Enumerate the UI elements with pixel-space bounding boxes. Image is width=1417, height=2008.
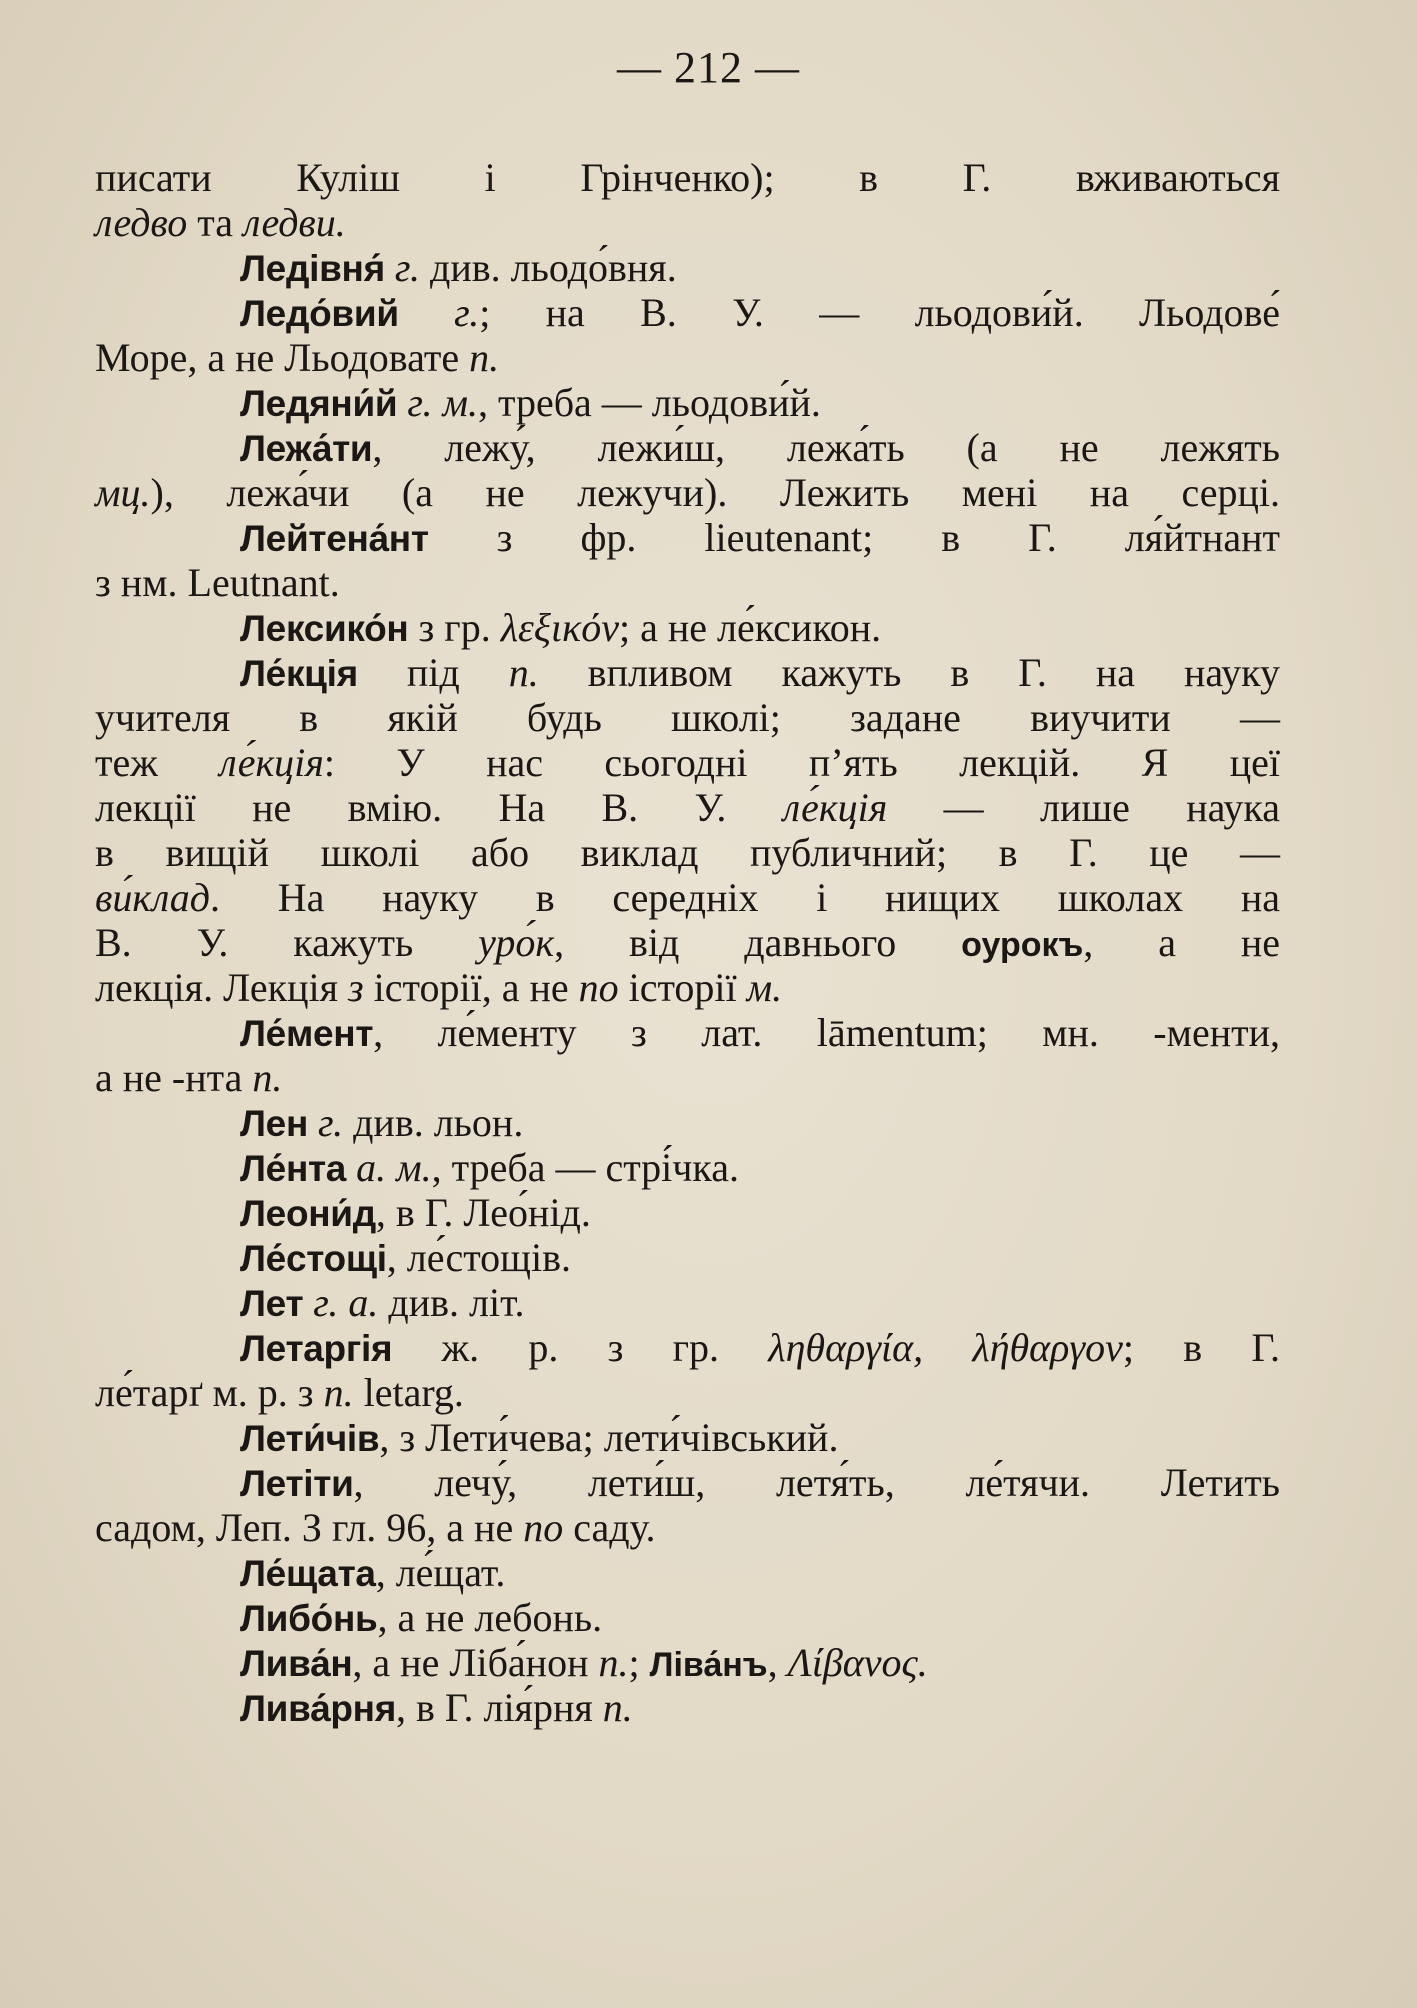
- text-run: теж: [95, 740, 220, 785]
- italic-text: по: [523, 1505, 564, 1550]
- headword: Лейтена́нт: [240, 518, 429, 559]
- text-line: [95, 1145, 1280, 1190]
- text-run: ), лежа́чи (а не лежучи). Лежить мені на серці.: [150, 470, 1280, 515]
- italic-text: п.: [323, 1370, 354, 1415]
- text-line: [95, 1370, 1280, 1415]
- text-run: див. льодо́вня.: [419, 245, 677, 290]
- italic-text: ви́клад: [95, 875, 211, 920]
- text-line: [95, 740, 1280, 785]
- text-line: [95, 1055, 1280, 1100]
- italic-text: г.: [454, 290, 480, 335]
- text-run: учителя в якій будь школі; задане виучити —: [95, 695, 1280, 740]
- text-run: Ліва́нъ: [649, 1646, 768, 1684]
- text-line: [95, 650, 1280, 695]
- text-run: під: [357, 650, 509, 695]
- headword: Летіти: [240, 1463, 354, 1504]
- text-run: , треба — льодови́й.: [477, 380, 821, 425]
- text-line: [95, 1550, 1280, 1595]
- text-line: [95, 1595, 1280, 1640]
- text-line: [95, 695, 1280, 740]
- dictionary-text: [95, 155, 1280, 1730]
- text-line: [95, 560, 1280, 605]
- text-line: [95, 1685, 1280, 1730]
- italic-text: п.: [508, 650, 539, 695]
- headword: Летаргія: [240, 1328, 393, 1369]
- headword: Лексико́н: [240, 608, 409, 649]
- text-line: [95, 875, 1280, 920]
- italic-text: ле́кція: [219, 740, 324, 785]
- text-run: ; на В. У. — льодови́й. Льодове́: [479, 290, 1281, 335]
- text-run: впливом кажуть в Г. на науку: [538, 650, 1280, 695]
- italic-text: уро́к: [478, 920, 555, 965]
- text-line: [95, 1010, 1280, 1055]
- text-run: [397, 380, 407, 425]
- text-run: історії, а не: [363, 965, 579, 1010]
- text-run: , в Г. лія́рня: [395, 1685, 603, 1730]
- text-run: , в Г. Лео́нід.: [375, 1190, 591, 1235]
- italic-text: п.: [252, 1055, 283, 1100]
- text-line: [95, 1325, 1280, 1370]
- text-line: [95, 1235, 1280, 1280]
- italic-text: ле́кція: [782, 785, 888, 830]
- text-line: [95, 1415, 1280, 1460]
- headword: Ледяни́й: [240, 383, 398, 424]
- text-run: писати Куліш і Грінченко); в Г. вживаються: [95, 155, 1280, 200]
- italic-text: λεξικόν: [500, 605, 619, 650]
- italic-text: по: [578, 965, 619, 1010]
- italic-text: п.: [602, 1685, 633, 1730]
- headword: Ле́кція: [240, 653, 358, 694]
- text-run: див. льон.: [343, 1100, 524, 1145]
- text-run: . На науку в середніх і нищих школах на: [210, 875, 1280, 920]
- text-run: саду.: [563, 1505, 656, 1550]
- text-line: [95, 335, 1280, 380]
- text-run: , а не лебонь.: [377, 1595, 603, 1640]
- text-line: [95, 245, 1280, 290]
- text-run: [399, 290, 454, 335]
- text-run: в вищій школі або виклад публичний; в Г. це —: [95, 830, 1280, 875]
- text-line: [95, 965, 1280, 1010]
- italic-text: м.: [746, 965, 783, 1010]
- text-run: садом, Леп. З гл. 96, а не: [95, 1505, 524, 1550]
- text-run: а не -нта: [95, 1055, 253, 1100]
- text-line: [95, 380, 1280, 425]
- text-run: letarg.: [353, 1370, 464, 1415]
- text-run: — лише наука: [887, 785, 1280, 830]
- italic-text: п.: [469, 335, 500, 380]
- headword: Лива́рня: [240, 1688, 396, 1729]
- text-line: [95, 1505, 1280, 1550]
- text-line: [95, 290, 1280, 335]
- italic-text: а. м.: [356, 1145, 432, 1190]
- headword: Лети́чів: [240, 1418, 380, 1459]
- text-run: див. літ.: [378, 1280, 525, 1325]
- text-run: , ле́щат.: [375, 1550, 506, 1595]
- text-line: [95, 155, 1280, 200]
- text-run: В. У. кажуть: [95, 920, 479, 965]
- page-number: — 212 —: [617, 43, 800, 92]
- text-run: ж. р. з гр.: [392, 1325, 769, 1370]
- headword: Лежа́ти: [240, 428, 373, 469]
- text-line: [95, 425, 1280, 470]
- text-run: , а не Ліба́нон: [352, 1640, 599, 1685]
- headword: Ле́стощі: [240, 1238, 387, 1279]
- headword: Лен: [240, 1103, 308, 1144]
- italic-text: п.: [598, 1640, 629, 1685]
- text-line: [95, 470, 1280, 515]
- text-line: [95, 1100, 1280, 1145]
- text-run: з фр. lieutenant; в Г. ля́йтнант: [428, 515, 1280, 560]
- headword: Ледо́вий: [240, 293, 399, 334]
- text-run: , треба — стрі́чка.: [431, 1145, 739, 1190]
- italic-text: Λίβανος.: [787, 1640, 928, 1685]
- text-line: [95, 1190, 1280, 1235]
- text-run: історії: [618, 965, 747, 1010]
- text-line: [95, 605, 1280, 650]
- text-run: : У нас сьогодні п’ять лекцій. Я цеї: [323, 740, 1280, 785]
- text-run: [346, 1145, 356, 1190]
- text-run: ле́тарґ м. р. з: [95, 1370, 324, 1415]
- text-run: Море, а не Льодовате: [95, 335, 470, 380]
- text-run: з нм. Leutnant.: [95, 560, 340, 605]
- text-line: [95, 515, 1280, 560]
- headword: Ле́нта: [240, 1148, 347, 1189]
- text-run: [385, 245, 395, 290]
- text-run: [303, 1280, 313, 1325]
- text-run: , з Лети́чева; лети́чівський.: [379, 1415, 839, 1460]
- headword: Либо́нь: [240, 1598, 378, 1639]
- text-line: [95, 1460, 1280, 1505]
- text-line: [95, 785, 1280, 830]
- italic-text: з: [348, 965, 364, 1010]
- italic-text: г.: [318, 1100, 344, 1145]
- text-run: та: [187, 200, 243, 245]
- headword: Леони́д: [240, 1193, 376, 1234]
- text-run: оурокъ: [961, 926, 1084, 964]
- text-line: [95, 830, 1280, 875]
- italic-text: ледви.: [243, 200, 346, 245]
- headword: Ледівня́: [240, 248, 385, 289]
- headword: Ле́мент: [240, 1013, 374, 1054]
- text-line: [95, 200, 1280, 245]
- italic-text: ледво: [95, 200, 188, 245]
- italic-text: г. а.: [313, 1280, 379, 1325]
- italic-text: г.: [394, 245, 420, 290]
- text-run: ; в Г.: [1122, 1325, 1280, 1370]
- text-line: [95, 920, 1280, 965]
- headword: Лет: [240, 1283, 304, 1324]
- text-run: , лечу́, лети́ш, летя́ть, ле́тячи. Летить: [353, 1460, 1280, 1505]
- headword: Лива́н: [240, 1643, 353, 1684]
- text-run: [308, 1100, 318, 1145]
- headword: Ле́щата: [240, 1553, 376, 1594]
- italic-text: г. м.: [407, 380, 478, 425]
- text-run: , від давнього: [554, 920, 962, 965]
- italic-text: ληθαργία, λήθαργον: [768, 1325, 1123, 1370]
- text-run: , а не: [1083, 920, 1281, 965]
- text-run: , ле́стощів.: [386, 1235, 571, 1280]
- italic-text: мц.: [95, 470, 151, 515]
- text-run: , лежу́, лежи́ш, лежа́ть (а не лежять: [372, 425, 1280, 470]
- text-run: з гр.: [408, 605, 501, 650]
- text-run: ,: [767, 1640, 788, 1685]
- text-line: [95, 1640, 1280, 1685]
- text-run: ;: [628, 1640, 650, 1685]
- text-line: [95, 1280, 1280, 1325]
- text-run: лекції не вмію. На В. У.: [95, 785, 783, 830]
- text-run: лекція. Лекція: [95, 965, 349, 1010]
- text-run: ; а не ле́ксикон.: [618, 605, 882, 650]
- text-run: , ле́менту з лат. lāmentum; мн. -менти,: [373, 1010, 1280, 1055]
